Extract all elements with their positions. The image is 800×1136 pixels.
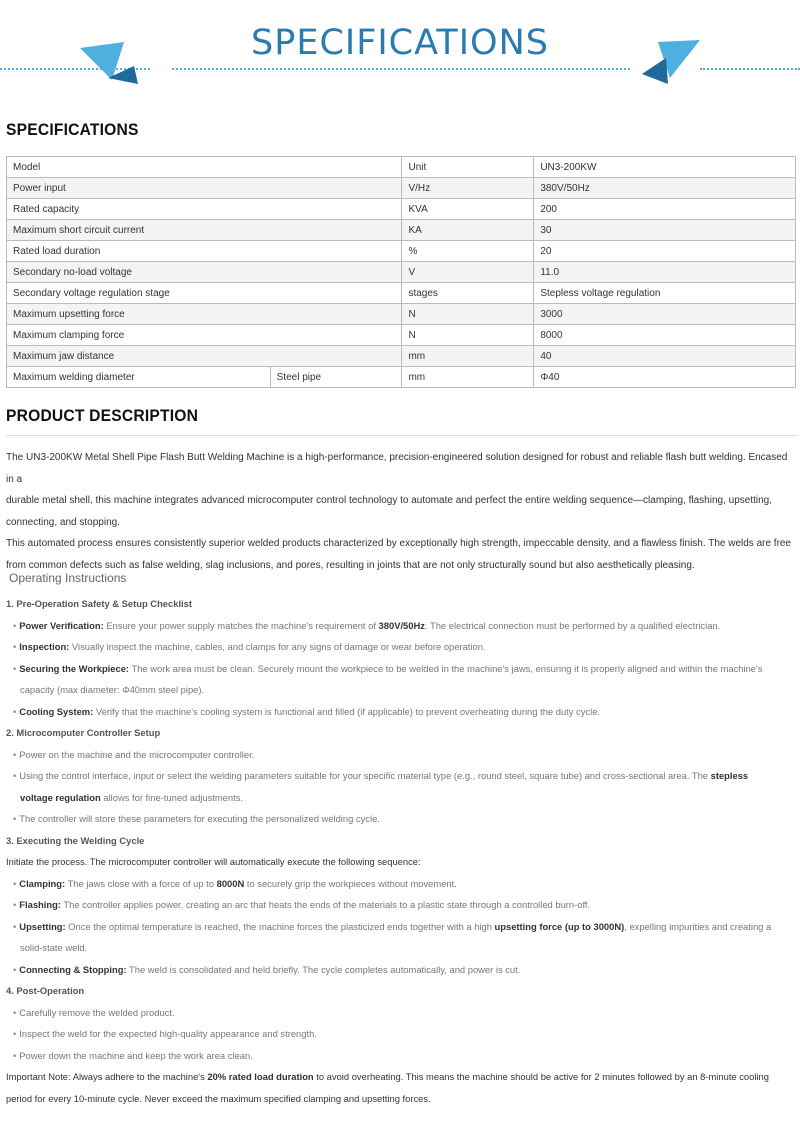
- list-item: • Power down the machine and keep the work area clean.: [13, 1049, 253, 1061]
- table-cell: Steel pipe: [270, 367, 402, 388]
- list-item: • Carefully remove the welded product.: [13, 1006, 175, 1018]
- table-cell: Maximum welding diameter: [7, 367, 271, 388]
- description-line: durable metal shell, this machine integrates advanced microcomputer control technology to automate and perfect the entire welding sequence—clamping, flashing, upsetting,: [6, 495, 772, 506]
- list-item: • The controller will store these parameters for executing the personalized welding cycle.: [13, 813, 380, 824]
- table-cell: Stepless voltage regulation: [534, 283, 796, 304]
- divider: [6, 435, 798, 436]
- table-row: [7, 367, 796, 388]
- table-cell: 8000: [534, 325, 796, 346]
- section-title: 1. Pre-Operation Safety & Setup Checklist: [6, 598, 192, 609]
- banner: [0, 0, 800, 95]
- table-cell: 20: [534, 241, 796, 262]
- list-item-continuation: capacity (max diameter: Φ40mm steel pipe).: [20, 684, 205, 695]
- table-cell: KA: [402, 220, 534, 241]
- table-row: [7, 199, 796, 220]
- table-cell: Rated capacity: [7, 199, 402, 220]
- list-item: • Inspection: Visually inspect the machine, cables, and clamps for any signs of damage or wear before operation.: [13, 641, 486, 652]
- table-row: [7, 325, 796, 346]
- table-cell: Maximum jaw distance: [7, 346, 402, 367]
- table-row: [7, 304, 796, 325]
- list-item: • Cooling System: Verify that the machine's cooling system is functional and filled (if applicable) to prevent overheating during the duty cycle.: [13, 705, 601, 717]
- description-line: This automated process ensures consistently superior welded products characterized by exceptionally high strength, impeccable density, and a flawless finish. The welds are free: [6, 538, 792, 549]
- section-title: 4. Post-Operation: [6, 985, 85, 996]
- table-cell: KVA: [402, 199, 534, 220]
- list-item: • Flashing: The controller applies power, creating an arc that heats the ends of the materials to a plastic state through a controlled burn-off.: [13, 899, 591, 910]
- specifications-heading: SPECIFICATIONS: [6, 120, 139, 139]
- table-cell: 11.0: [534, 262, 796, 283]
- table-cell: Maximum upsetting force: [7, 304, 402, 325]
- table-cell: Unit: [402, 157, 534, 178]
- important-note-continuation: period for every 10-minute cycle. Never exceed the maximum specified clamping and upsetting forces.: [6, 1092, 431, 1104]
- table-row: [7, 241, 796, 262]
- table-cell: Maximum clamping force: [7, 325, 402, 346]
- table-row: [7, 178, 796, 199]
- dotted-line-right: [700, 68, 800, 70]
- table-cell: Model: [7, 157, 402, 178]
- table-cell: Rated load duration: [7, 241, 402, 262]
- table-row: [7, 262, 796, 283]
- table-cell: V: [402, 262, 534, 283]
- table-cell: 380V/50Hz: [534, 178, 796, 199]
- section-title: 2. Microcomputer Controller Setup: [6, 727, 161, 738]
- table-row: [7, 157, 796, 178]
- table-row: [7, 283, 796, 304]
- table-cell: V/Hz: [402, 178, 534, 199]
- table-row: [7, 220, 796, 241]
- list-item-continuation: solid-state weld.: [20, 942, 88, 953]
- table-cell: Secondary voltage regulation stage: [7, 283, 402, 304]
- section-intro: Initiate the process. The microcomputer controller will automatically execute the following sequence:: [6, 856, 421, 867]
- table-cell: N: [402, 325, 534, 346]
- table-cell: 200: [534, 199, 796, 220]
- important-note: Important Note: Always adhere to the machine's 20% rated load duration to avoid overheating. This means the machine should be active for 2 minutes followed by an 8-minute cooling: [6, 1071, 769, 1082]
- banner-title: SPECIFICATIONS: [251, 23, 549, 63]
- table-cell: stages: [402, 283, 534, 304]
- list-item: • Power Verification: Ensure your power supply matches the machine's requirement of 380V/50Hz. The electrical connection must be performed by a qualified electrician.: [13, 619, 721, 631]
- list-item: • Inspect the weld for the expected high-quality appearance and strength.: [13, 1028, 317, 1039]
- list-item: • Power on the machine and the microcomputer controller.: [13, 748, 255, 760]
- description-line: The UN3-200KW Metal Shell Pipe Flash Butt Welding Machine is a high-performance, precision-engineered solution designed for robust and reliable flash butt welding. Encased in a: [6, 452, 788, 485]
- list-item: • Using the control interface, input or select the welding parameters suitable for your specific material type (e.g., round steel, square tube) and cross-sectional area. The stepless: [13, 770, 749, 781]
- table-cell: Φ40: [534, 367, 796, 388]
- table-cell: %: [402, 241, 534, 262]
- description-line: connecting, and stopping.: [6, 516, 120, 528]
- table-row: [7, 346, 796, 367]
- table-cell: N: [402, 304, 534, 325]
- table-cell: mm: [402, 367, 534, 388]
- table-cell: Maximum short circuit current: [7, 220, 402, 241]
- table-cell: Secondary no-load voltage: [7, 262, 402, 283]
- list-item: • Connecting & Stopping: The weld is consolidated and held briefly. The cycle completes automatically, and power is cut.: [13, 963, 521, 975]
- specifications-table: [6, 156, 796, 388]
- list-item: • Securing the Workpiece: The work area must be clean. Securely mount the workpiece to be welded in the machine's jaws, ensuring it is properly aligned and within the machine's: [13, 662, 763, 674]
- table-cell: Power input: [7, 178, 402, 199]
- operating-instructions-heading: Operating Instructions: [9, 571, 127, 585]
- table-cell: mm: [402, 346, 534, 367]
- table-cell: UN3-200KW: [534, 157, 796, 178]
- list-item-continuation: voltage regulation allows for fine-tuned adjustments.: [20, 791, 244, 803]
- operating-instructions: [6, 593, 796, 1109]
- table-cell: 30: [534, 220, 796, 241]
- table-cell: 3000: [534, 304, 796, 325]
- dotted-line-middle: [172, 68, 630, 70]
- product-description: [6, 447, 796, 576]
- list-item: • Clamping: The jaws close with a force of up to 8000N to securely grip the workpieces without movement.: [13, 877, 457, 889]
- table-cell: 40: [534, 346, 796, 367]
- list-item: • Upsetting: Once the optimal temperature is reached, the machine forces the plasticized ends together with a high upsetting force (up to 3000N), expelling impurities and creating a: [13, 920, 772, 932]
- section-title: 3. Executing the Welding Cycle: [6, 834, 145, 846]
- product-description-heading: PRODUCT DESCRIPTION: [6, 406, 199, 425]
- description-line: from common defects such as false welding, slag inclusions, and pores, resulting in joints that are not only structurally sound but also aesthetically pleasing.: [6, 559, 695, 571]
